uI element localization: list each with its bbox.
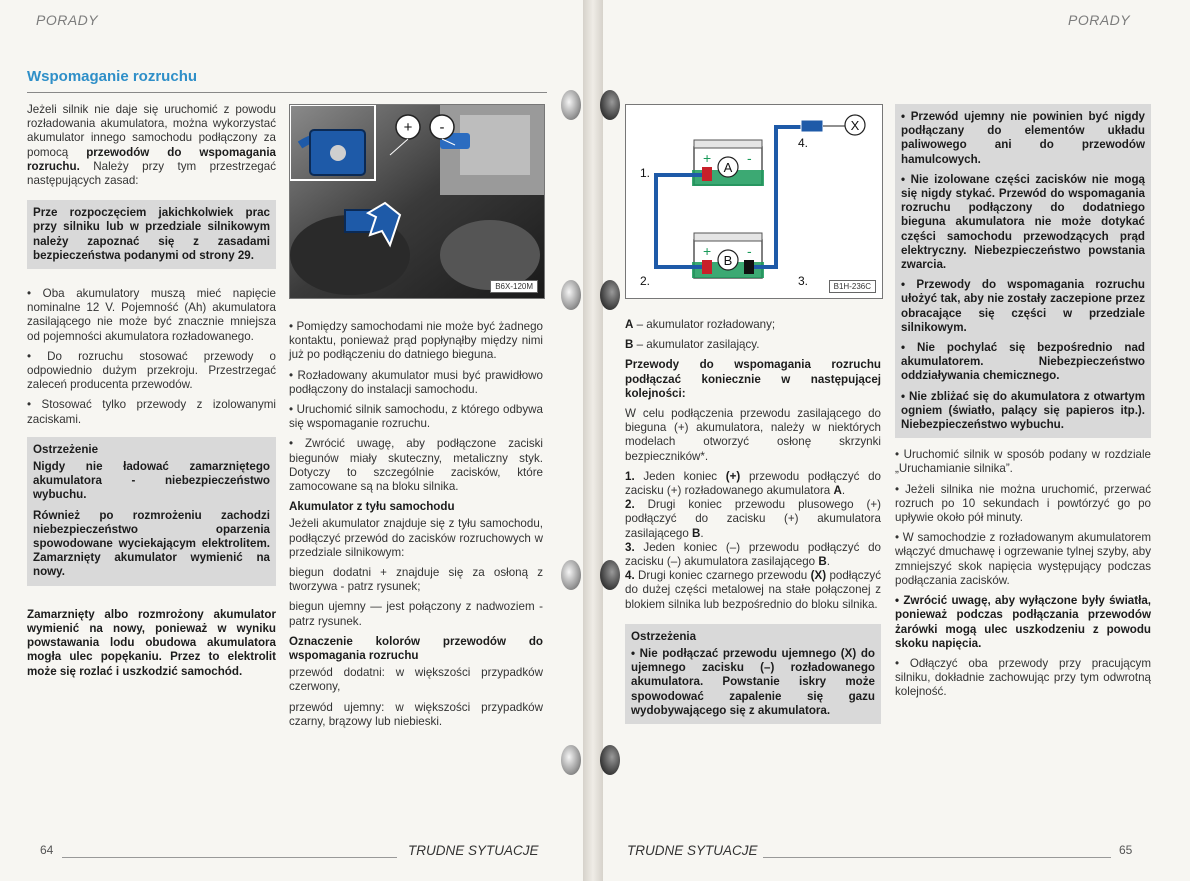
minus-b-label: - — [747, 243, 752, 259]
section-title: Wspomaganie rozruchu — [27, 68, 198, 85]
right-page — [603, 0, 1190, 881]
page-tab-marker — [600, 745, 620, 775]
engine-bay-photo — [289, 104, 545, 299]
photo-plus-label: + — [403, 119, 413, 136]
page-number: 64 — [40, 843, 54, 857]
rear-battery-minus: biegun ujemny — jest połączony z nadwoziem - patrz rysunek. — [289, 600, 543, 628]
caution-title: Ostrzeżenie — [33, 442, 99, 456]
step-text: (X) — [810, 569, 827, 583]
legend-a-text: – akumulator rozładowany; — [633, 318, 776, 331]
warning-bullet: • Przewód ujemny nie powinien być nigdy podłączany do elementów układu paliwowego ani do przewodów hamulcowych. — [901, 110, 1145, 166]
title-rule — [27, 92, 547, 93]
diagram-code: B1H-236C — [829, 280, 876, 293]
page-header: PORADY — [1068, 12, 1131, 28]
photo-minus-label: - — [439, 119, 445, 136]
lights-warning: • Zwrócić uwagę, aby wyłączone były światła, ponieważ podczas podłączania przewodów żarówki mogą ulec uszkodzeniu z powodu skoku napięcia. — [895, 594, 1151, 650]
caution-text-1: Nigdy nie ładować zamarzniętego akumulatora - niebezpieczeństwo wybuchu. — [33, 460, 270, 502]
step-text: podłączyć do dużej części metalowej na stałe połączonej z blokiem silnika lub bezpośrednio do bloku silnika. — [625, 569, 881, 611]
page-header: PORADY — [36, 12, 99, 28]
warning-bullet: • Przewody do wspomagania rozruchu ułożyć tak, aby nie zostały zaczepione przez obracające się części w przedziale silnikowym. — [901, 278, 1145, 334]
footer-title: TRUDNE SYTUACJE — [627, 843, 758, 858]
step-text: . — [841, 484, 846, 498]
battery-b-label: B — [723, 253, 733, 268]
cable-colors-plus: przewód dodatni: w większości przypadków czerwony, — [289, 666, 543, 694]
plus-a-label: + — [703, 150, 712, 166]
step-text: A — [833, 484, 842, 498]
step-text: 2. — [625, 498, 635, 512]
step-item — [625, 541, 881, 569]
legend-a — [625, 318, 881, 332]
intro-paragraph — [27, 103, 276, 188]
page-tab-marker — [600, 280, 620, 310]
battery-a-label: A — [723, 160, 733, 175]
page-tab-marker — [561, 90, 581, 120]
battery-connection-diagram — [626, 105, 882, 298]
left-column-1 — [27, 103, 276, 685]
bullet-item: • Stosować tylko przewody z izolowanymi zaciskami. — [27, 398, 276, 426]
legend-b-key: B — [625, 338, 634, 352]
step-text: Drugi koniec przewodu plusowego (+) podłączyć do zacisku (+) akumulatora zasilającego — [625, 498, 881, 540]
step-2-label: 2. — [640, 274, 651, 288]
cable-colors-title: Oznaczenie kolorów przewodów do wspomagania rozruchu — [289, 634, 543, 663]
warning-bullet: • Nie zbliżać się do akumulatora z otwartym ogniem (światło, palący się papieros itp.). Niebezpieczeństwo wybuchu. — [901, 389, 1145, 432]
footer-rule — [763, 857, 1111, 858]
left-column-2 — [289, 320, 543, 735]
step-text: 1. — [625, 469, 635, 483]
legend-b — [625, 338, 881, 352]
warning-bullet: • Nie pochylać się bezpośrednio nad akumulatorem. Niebezpieczeństwo oddziaływania chemicznego. — [901, 341, 1145, 383]
rear-battery-text: Jeżeli akumulator znajduje się z tyłu samochodu, podłączyć przewód do zacisków rozruchowych w przedziale silnikowym: — [289, 517, 543, 559]
step-text: B — [818, 555, 827, 569]
footer-rule — [62, 857, 397, 858]
bullet-item: • Jeżeli silnika nie można uruchomić, przerwać rozruch po 10 sekundach i powtórzyć go po upływie około pół minuty. — [895, 482, 1151, 525]
page-tab-marker — [600, 90, 620, 120]
warnings-text: • Nie podłączać przewodu ujemnego (X) do ujemnego zacisku (–) rozładowanego akumulatora. Powstanie iskry może spowodować zapalenie się gazu wydobywającego się z akumulatora. — [631, 647, 875, 717]
step-text: . — [700, 526, 704, 540]
step-text: Jeden koniec — [634, 469, 726, 483]
rear-battery-plus: biegun dodatni + znajduje się za osłoną z tworzywa - patrz rysunek; — [289, 566, 543, 594]
step-1-label: 1. — [640, 166, 651, 180]
caution-box — [27, 437, 276, 586]
step-4-label: 4. — [798, 136, 809, 150]
frozen-note: Zamarznięty albo rozmrożony akumulator wymienić na nowy, ponieważ w wyniku powstawania lodu obudowa akumulatora mogła ulec popękaniu. Przez to elektrolit może się rozlać i uszkodzić samochód. — [27, 607, 276, 678]
minus-a-label: - — [747, 150, 752, 166]
bullet-item: • Pomiędzy samochodami nie może być żadnego kontaktu, ponieważ prąd popłynąłby między nimi już po podłączeniu do datniego bieguna. — [289, 320, 543, 362]
cable-colors-minus: przewód ujemny: w większości przypadków czarny, brązowy lub niebieski. — [289, 700, 543, 728]
bullet-item: • Uruchomić silnik samochodu, z którego odbywa się wspomaganie rozruchu. — [289, 403, 543, 431]
step-text: B — [692, 526, 701, 540]
warnings-continued-box — [895, 104, 1151, 438]
intro-text-1: Jeżeli silnik nie daje się uruchomić z powodu rozładowania akumulatora, można wykorzystać akumulator innego samochodu podłączony za pomocą — [27, 103, 276, 159]
right-column-1 — [625, 318, 881, 724]
step-text: 3. — [625, 540, 635, 554]
page-tab-marker — [561, 745, 581, 775]
bullet-item: • Uruchomić silnik w sposób podany w rozdziale „Uruchamianie silnika”. — [895, 448, 1151, 476]
step-text: Drugi koniec czarnego przewodu — [634, 569, 811, 583]
step-text: Jeden koniec (–) przewodu podłączyć do zacisku (–) akumulatora zasilającego — [625, 540, 881, 569]
safety-notice-text: Prze rozpoczęciem jakichkolwiek prac przy silniku lub w przedziale silnikowym należy zapoznać się z zasadami bezpieczeństwa podanymi od strony 29. — [33, 206, 270, 262]
footer-title: TRUDNE SYTUACJE — [408, 843, 539, 858]
rear-battery-title: Akumulator z tyłu samochodu — [289, 500, 455, 514]
bullet-item: • Oba akumulatory muszą mieć napięcie nominalne 12 V. Pojemność (Ah) akumulatora zasilającego nie może być znacznie mniejsza od pojemności akumulatora rozładowanego. — [27, 287, 276, 343]
bullet-item: • W samochodzie z rozładowanym akumulatorem włączyć dmuchawę i ogrzewanie tylnej szyby, aby zmniejszyć skok napięcia występujący podczas podłączania zacisków. — [895, 531, 1151, 587]
bullet-item: • Do rozruchu stosować przewody o odpowiednio dużym przekroju. Przestrzegać zaleceń producenta przewodów. — [27, 349, 276, 392]
connection-order-intro: W celu podłączenia przewodu zasilającego do bieguna (+) akumulatora, należy w niektórych modelach otworzyć osłonę skrzynki bezpieczników*. — [625, 407, 881, 463]
intro-text-3: Należy przy tym przestrzegać następujących zasad: — [27, 159, 276, 188]
connection-order-title: Przewody do wspomagania rozruchu podłączać koniecznie w następującej kolejności: — [625, 358, 881, 400]
ground-x-label: X — [850, 118, 860, 133]
step-text: przewodu podłączyć do zacisku (+) rozładowanego akumulatora — [625, 469, 882, 498]
book-gutter — [583, 0, 603, 881]
legend-a-key: A — [625, 318, 634, 331]
warning-bullet: • Nie izolowane części zacisków nie mogą się nigdy stykać. Przewód do wspomagania rozruchu podłączony do dodatniego bieguna akumulatora nie może dotykać części samochodu przewodzących prąd elektryczny. Niebezpieczeństwo powstania zwarcia. — [901, 172, 1145, 272]
plus-b-label: + — [703, 243, 712, 259]
page-tab-marker — [561, 560, 581, 590]
caution-text-2: Również po rozmrożeniu zachodzi niebezpieczeństwo oparzenia spowodowane wyciekającym elektrolitem. Zamarznięty akumulator wymienić na nowy. — [33, 508, 270, 579]
page-number: 65 — [1119, 843, 1133, 857]
left-page — [0, 0, 583, 881]
photo-code: B6X-120M — [490, 280, 538, 293]
step-item — [625, 569, 881, 612]
step-item — [625, 498, 881, 541]
step-text: . — [826, 555, 830, 569]
page-tab-marker — [600, 560, 620, 590]
legend-b-text: – akumulator zasilający. — [633, 338, 760, 352]
step-text: (+) — [725, 469, 741, 483]
bullet-item: • Zwrócić uwagę, aby podłączone zaciski biegunów miały skuteczny, metaliczny styk. Dotyczy to szczególnie zacisków, które zamocowane są na bloku silnika. — [289, 437, 543, 494]
intro-text-2: przewodów do wspomagania rozruchu. — [27, 145, 276, 173]
step-item — [625, 470, 881, 498]
jumper-cable-diagram — [625, 104, 883, 299]
step-3-label: 3. — [798, 274, 809, 288]
bullet-item: • Odłączyć oba przewody przy pracującym silniku, dokładnie zachowując przy tym odwrotną kolejność. — [895, 656, 1151, 699]
warnings-title: Ostrzeżenia — [631, 629, 697, 643]
warnings-box — [625, 624, 881, 724]
right-column-2 — [895, 104, 1151, 706]
page-tab-marker — [561, 280, 581, 310]
bullet-item: • Rozładowany akumulator musi być prawidłowo podłączony do instalacji samochodu. — [289, 368, 543, 396]
engine-bay-illustration — [290, 105, 544, 298]
safety-notice-box — [27, 200, 276, 269]
step-text: 4. — [625, 569, 635, 583]
